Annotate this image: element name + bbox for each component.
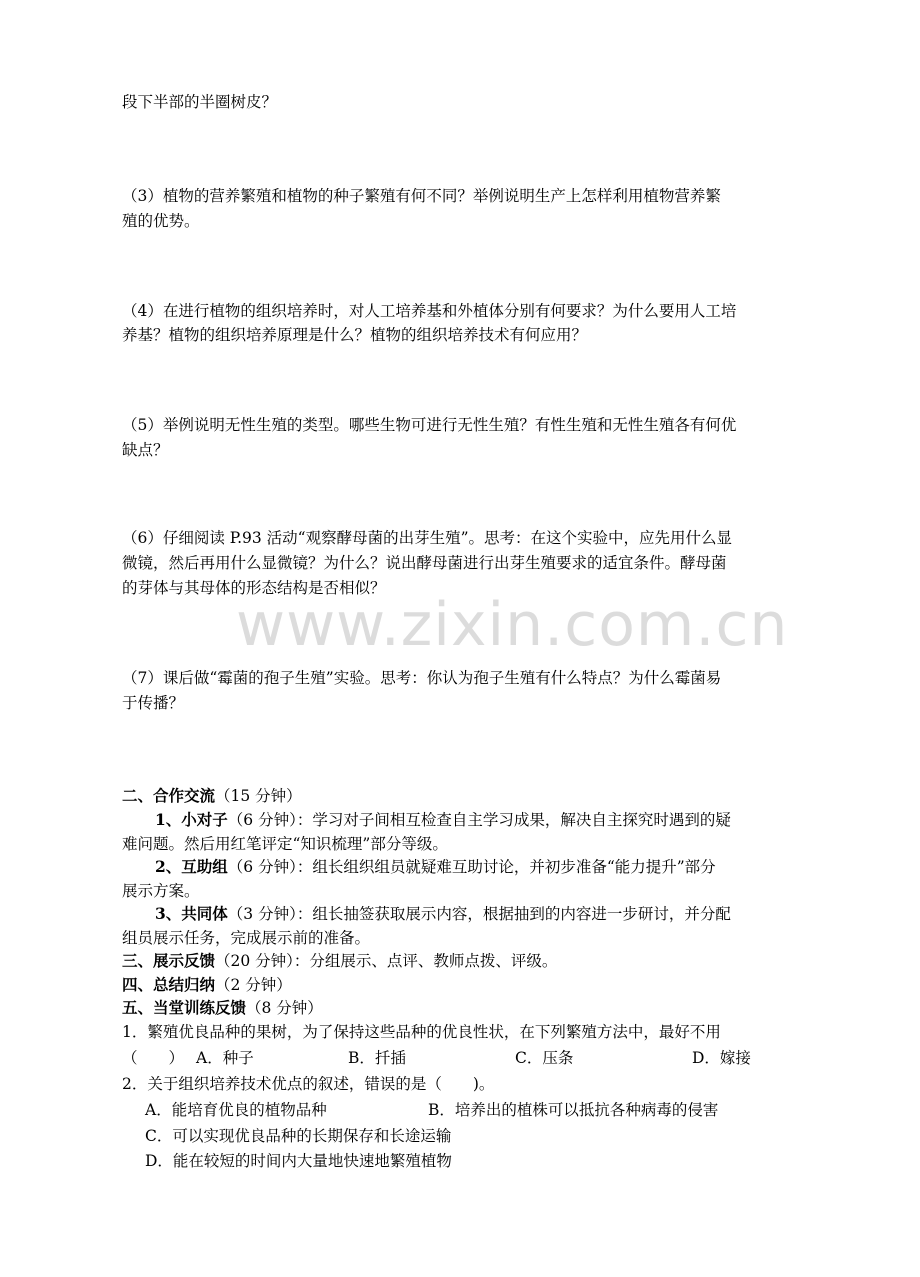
watermark: www.zixin.com.cn (236, 590, 789, 660)
exercise-2-stem: 2．关于组织培养技术优点的叙述，错误的是（ )。 (122, 1075, 495, 1093)
subsection-1-line-2: 难问题。然后用红笔评定“知识梳理”部分等级。 (122, 835, 448, 853)
exercise-2-option-d: D．能在较短的时间内大量地快速地繁殖植物 (145, 1152, 452, 1170)
exercise-1-blank: （ ） (122, 1049, 185, 1067)
exercise-2-option-b: B．培养出的植株可以抵抗各种病毒的侵害 (428, 1101, 719, 1119)
question-6-line-1: （6）仔细阅读 P.93 活动“观察酵母菌的出芽生殖”。思考：在这个实验中，应先用什么显 (122, 529, 733, 547)
subsection-3-line-1 (155, 904, 731, 924)
exercise-1-option-c: C．压条 (515, 1049, 574, 1067)
question-2-tail: 段下半部的半圈树皮？ (122, 93, 278, 111)
subsection-3-title: 3、共同体 (155, 904, 228, 923)
section-5-title: 五、当堂训练反馈 (122, 998, 247, 1017)
exercise-2-option-c: C．可以实现优良品种的长期保存和长途运输 (145, 1127, 452, 1145)
section-2-time: （15 分钟） (215, 787, 302, 805)
subsection-2-text: （6 分钟）：组长组织组员就疑难互助讨论，并初步准备“能力提升”部分 (227, 858, 716, 876)
section-4-text: （2 分钟） (215, 976, 292, 994)
section-2-heading (122, 786, 302, 806)
exercise-2-option-a: A．能培育优良的植物品种 (145, 1101, 327, 1119)
subsection-1-title: 1、小对子 (155, 810, 228, 829)
section-3-heading (122, 951, 557, 971)
question-5-line-2: 缺点？ (122, 441, 169, 459)
exercise-1-option-d: D．嫁接 (692, 1049, 751, 1067)
subsection-2-line-2: 展示方案。 (122, 882, 200, 900)
section-3-text: （20 分钟）：分组展示、点评、教师点拨、评级。 (215, 952, 558, 970)
exercise-1-option-b: B．扦插 (348, 1049, 406, 1067)
question-3-line-2: 殖的优势。 (122, 212, 200, 230)
subsection-3-line-2: 组员展示任务，完成展示前的准备。 (122, 929, 371, 947)
question-3-line-1: （3）植物的营养繁殖和植物的种子繁殖有何不同？举例说明生产上怎样利用植物营养繁 (122, 187, 721, 205)
subsection-1-text: （6 分钟）：学习对子间相互检查自主学习成果，解决自主探究时遇到的疑 (227, 811, 731, 829)
exercise-1-option-a: A．种子 (196, 1049, 254, 1067)
section-3-title: 三、展示反馈 (122, 951, 216, 970)
question-7-line-1: （7）课后做“霉菌的孢子生殖”实验。思考：你认为孢子生殖有什么特点？为什么霉菌易 (122, 669, 722, 687)
section-5-heading (122, 998, 323, 1018)
subsection-1-line-1 (155, 810, 731, 830)
question-4-line-1: （4）在进行植物的组织培养时，对人工培养基和外植体分别有何要求？为什么要用人工培 (122, 302, 737, 320)
section-4-title: 四、总结归纳 (122, 975, 216, 994)
question-4-line-2: 养基？植物的组织培养原理是什么？植物的组织培养技术有何应用？ (122, 326, 588, 344)
question-7-line-2: 于传播？ (122, 694, 185, 712)
section-2-title: 二、合作交流 (122, 786, 216, 805)
question-5-line-1: （5）举例说明无性生殖的类型。哪些生物可进行无性生殖？有性生殖和无性生殖各有何优 (122, 416, 737, 434)
subsection-2-title: 2、互助组 (155, 857, 228, 876)
section-4-heading (122, 975, 292, 995)
exercise-1-stem: 1．繁殖优良品种的果树，为了保持这些品种的优良性状，在下列繁殖方法中，最好不用 (122, 1023, 721, 1041)
subsection-2-line-1 (155, 857, 716, 877)
question-6-line-3: 的芽体与其母体的形态结构是否相似？ (122, 579, 386, 597)
question-6-line-2: 微镜，然后再用什么显微镜？为什么？说出酵母菌进行出芽生殖要求的适宜条件。酵母菌 (122, 554, 727, 572)
subsection-3-text: （3 分钟）：组长抽签获取展示内容，根据抽到的内容进一步研讨，并分配 (227, 905, 731, 923)
section-5-text: （8 分钟） (246, 999, 323, 1017)
